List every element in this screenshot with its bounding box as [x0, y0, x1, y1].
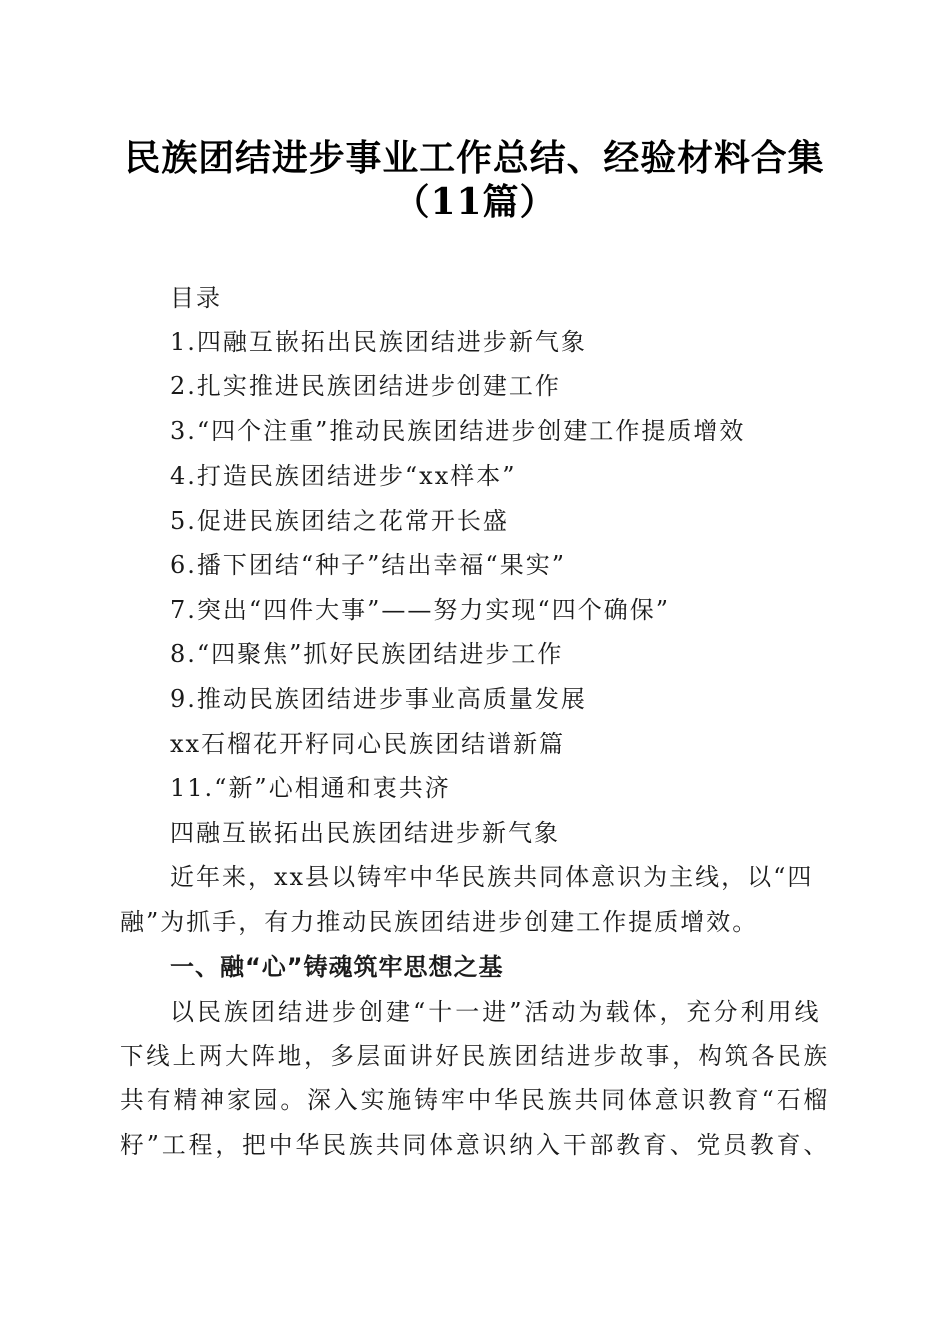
paragraph-line: 近年来，xx县以铸牢中华民族共同体意识为主线，以“四 [170, 863, 814, 891]
section-heading: 一、融“心”铸魂筑牢思想之基 [170, 953, 504, 981]
document-title-line2: （11篇） [393, 181, 557, 223]
document-title-line1: 民族团结进步事业工作总结、经验材料合集 [124, 137, 825, 179]
toc-item: xx石榴花开籽同心民族团结谱新篇 [170, 730, 566, 758]
toc-item: 6.播下团结“种子”结出幸福“果实” [170, 551, 566, 579]
toc-item: 2.扎实推进民族团结进步创建工作 [170, 372, 561, 400]
toc-heading: 目录 [170, 284, 222, 312]
paragraph-line: 共有精神家园。深入实施铸牢中华民族共同体意识教育“石榴 [120, 1086, 831, 1114]
toc-item: 7.突出“四件大事”——努力实现“四个确保” [170, 596, 670, 624]
toc-item: 8.“四聚焦”抓好民族团结进步工作 [170, 640, 564, 668]
paragraph-line: 籽”工程，把中华民族共同体意识纳入干部教育、党员教育、 [120, 1131, 831, 1159]
toc-item: 9.推动民族团结进步事业高质量发展 [170, 685, 587, 713]
paragraph-line: 以民族团结进步创建“十一进”活动为载体，充分利用线 [170, 998, 822, 1026]
toc-item: 1.四融互嵌拓出民族团结进步新气象 [170, 328, 587, 356]
toc-item: 11.“新”心相通和衷共济 [170, 774, 451, 802]
toc-item: 5.促进民族团结之花常开长盛 [170, 507, 509, 535]
toc-item: 4.打造民族团结进步“xx样本” [170, 462, 517, 490]
paragraph-line: 下线上两大阵地，多层面讲好民族团结进步故事，构筑各民族 [120, 1042, 830, 1070]
paragraph-line: 融”为抓手，有力推动民族团结进步创建工作提质增效。 [120, 908, 759, 936]
toc-item: 3.“四个注重”推动民族团结进步创建工作提质增效 [170, 417, 746, 445]
article-title: 四融互嵌拓出民族团结进步新气象 [170, 819, 560, 847]
